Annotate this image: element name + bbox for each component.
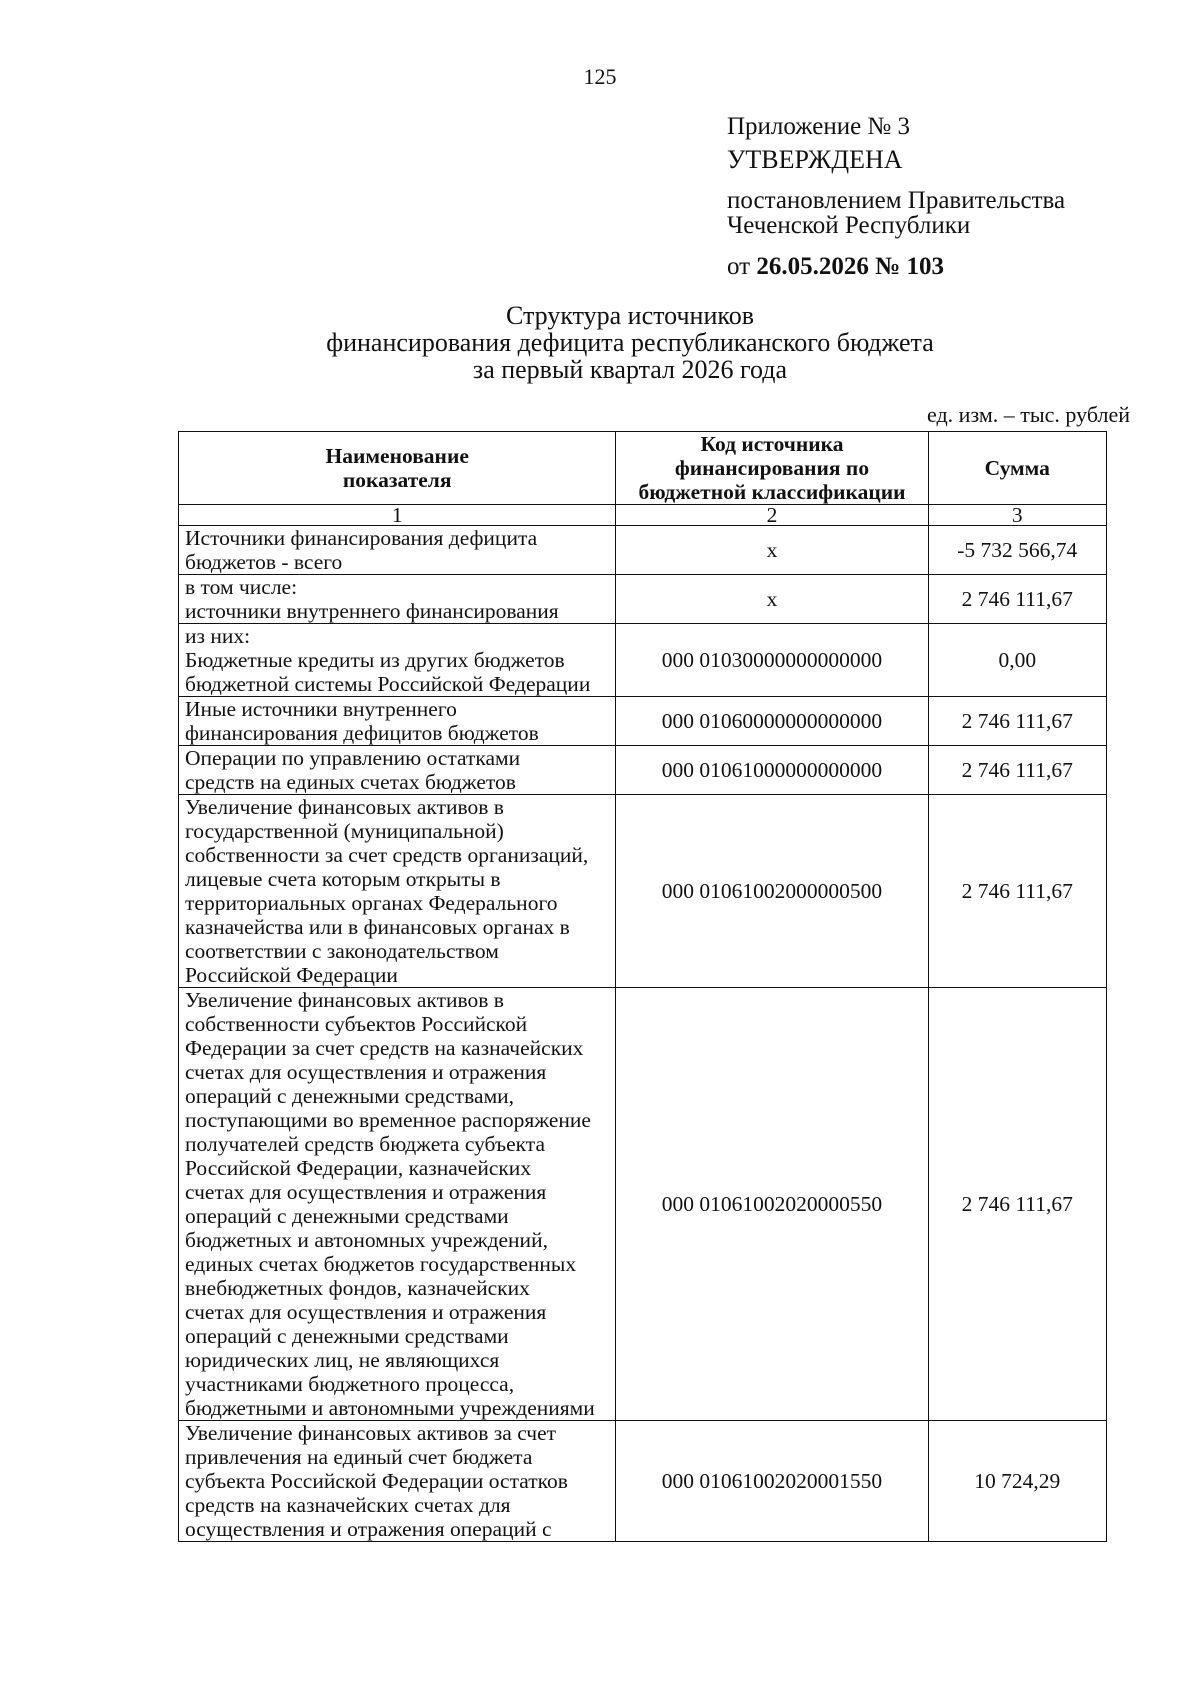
column-number: 2 [616, 505, 928, 526]
table-row [179, 624, 1107, 697]
table-row [179, 795, 1107, 988]
table-row [179, 697, 1107, 746]
title-line-1: Структура источников [506, 301, 754, 330]
row-name-cell: Источники финансирования дефицита бюджетов - всего [179, 526, 616, 575]
table-row [179, 746, 1107, 795]
column-number: 1 [179, 505, 616, 526]
row-sum-cell: 2 746 111,67 [928, 795, 1106, 988]
header-name: Наименование показателя [179, 432, 616, 505]
row-code-cell: 000 01060000000000000 [616, 697, 928, 746]
table-row [179, 575, 1107, 624]
row-code-cell: 000 01061002020001550 [616, 1421, 928, 1542]
row-code-cell: 000 01061002000000500 [616, 795, 928, 988]
row-name-cell: из них: Бюджетные кредиты из других бюджетов бюджетной системы Российской Федерации [179, 624, 616, 697]
approved-label: УТВЕРЖДЕНА [727, 145, 903, 174]
appendix-label: Приложение № 3 [727, 113, 911, 140]
header-code: Код источника финансирования по бюджетной классификации [616, 432, 928, 505]
row-name-cell: Увеличение финансовых активов в собственности субъектов Российской Федерации за счет средств на казначейских счетах для осуществления и отражения операций с денежными средствами, поступающими во временное распоряжение получателей средств бюджета субъекта Российской Федерации, казначейских счетах для осуществления и отражения операций с денежными средствами бюджетных и автономных учреждений, единых счетах бюджетов государственных внебюджетных фондов, казначейских счетах для осуществления и отражения операций с денежными средствами юридических лиц, не являющихся участниками бюджетного процесса, бюджетными и автономными учреждениями [179, 988, 616, 1421]
row-name-cell: Операции по управлению остатками средств на единых счетах бюджетов [179, 746, 616, 795]
document-title [200, 302, 1060, 383]
table-row [179, 526, 1107, 575]
decree-date [727, 252, 1147, 281]
row-sum-cell: -5 732 566,74 [928, 526, 1106, 575]
date-value: 26.05.2026 № 103 [756, 253, 944, 280]
row-code-cell: х [616, 526, 928, 575]
row-name-cell: Иные источники внутреннего финансирования дефицитов бюджетов [179, 697, 616, 746]
row-name-cell: в том числе: источники внутреннего финансирования [179, 575, 616, 624]
row-code-cell: 000 01061000000000000 [616, 746, 928, 795]
title-line-3: за первый квартал 2026 года [472, 355, 788, 384]
row-code-cell: 000 01030000000000000 [616, 624, 928, 697]
table-row [179, 1421, 1107, 1542]
row-code-cell: 000 01061002020000550 [616, 988, 928, 1421]
column-number-row [179, 505, 1107, 526]
decree-line-2: Чеченской Республики [727, 212, 971, 239]
table-header-row [179, 432, 1107, 505]
column-number: 3 [928, 505, 1106, 526]
row-name-cell: Увеличение финансовых активов в государственной (муниципальной) собственности за счет средств организаций, лицевые счета которым открыты в территориальных органах Федерального казначейства или в финансовых органах в соответствии с законодательством Российской Федерации [179, 795, 616, 988]
row-sum-cell: 2 746 111,67 [928, 575, 1106, 624]
unit-label: ед. изм. – тыс. рублей [927, 402, 1130, 427]
table-row [179, 988, 1107, 1421]
row-code-cell: х [616, 575, 928, 624]
row-sum-cell: 0,00 [928, 624, 1106, 697]
header-sum: Сумма [928, 432, 1106, 505]
row-sum-cell: 10 724,29 [928, 1421, 1106, 1542]
row-sum-cell: 2 746 111,67 [928, 746, 1106, 795]
date-prefix: от [727, 253, 757, 280]
decree-text [727, 188, 1147, 238]
row-sum-cell: 2 746 111,67 [928, 988, 1106, 1421]
page-number: 125 [583, 64, 617, 89]
decree-line-1: постановлением Правительства [727, 187, 1066, 214]
approval-block [727, 112, 1147, 281]
financing-sources-table [178, 431, 1107, 1542]
row-sum-cell: 2 746 111,67 [928, 697, 1106, 746]
title-line-2: финансирования дефицита республиканского бюджета [326, 328, 934, 357]
row-name-cell: Увеличение финансовых активов за счет привлечения на единый счет бюджета субъекта Российской Федерации остатков средств на казначейских счетах для осуществления и отражения операций с [179, 1421, 616, 1542]
